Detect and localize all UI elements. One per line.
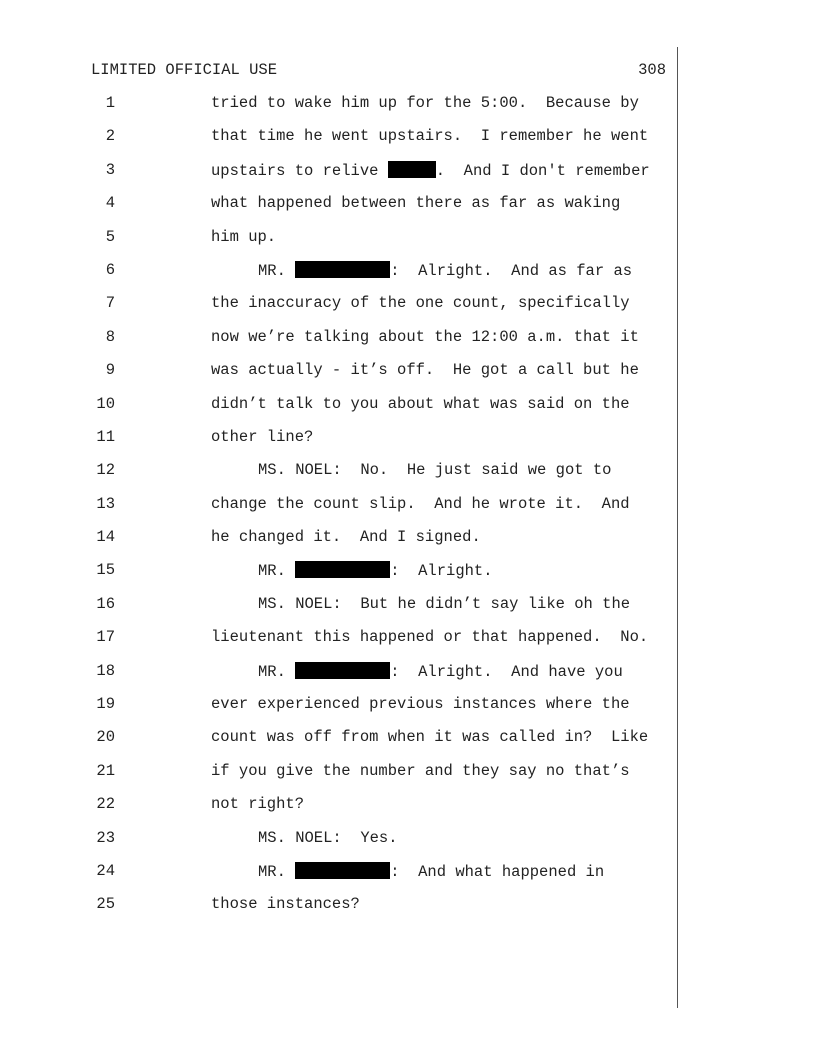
line-text: didn’t talk to you about what was said on the — [211, 394, 630, 413]
line-text-after-redaction: : Alright. And have you — [390, 662, 623, 681]
transcript-line — [0, 662, 816, 695]
line-text: ever experienced previous instances where the — [211, 695, 630, 714]
speaker-line: MS. NOEL: Yes. — [258, 828, 398, 847]
classification-header: LIMITED OFFICIAL USE — [91, 61, 278, 79]
transcript-line — [0, 94, 816, 127]
line-text-after-redaction: : And what happened in — [390, 862, 605, 881]
speaker-line: MS. NOEL: But he didn’t say like oh the — [258, 594, 631, 613]
line-text: lieutenant this happened or that happened. No. — [211, 628, 649, 647]
transcript-line — [0, 829, 816, 862]
transcript-line — [0, 127, 816, 160]
line-text: that time he went upstairs. I remember he went — [211, 127, 649, 146]
line-number: 20 — [96, 728, 115, 747]
redaction-block — [388, 161, 436, 178]
line-text: not right? — [211, 795, 305, 814]
line-number: 10 — [96, 394, 115, 413]
transcript-line — [0, 228, 816, 261]
line-text: was actually - it’s off. He got a call but he — [211, 361, 639, 380]
line-number: 1 — [105, 94, 115, 112]
transcript-line — [0, 495, 816, 528]
line-text: he changed it. And I signed. — [211, 528, 481, 547]
line-number: 8 — [105, 327, 115, 346]
line-number: 23 — [96, 828, 115, 847]
line-number: 16 — [96, 594, 115, 613]
transcript-line — [0, 161, 816, 194]
transcript-line — [0, 194, 816, 227]
line-number: 3 — [105, 160, 115, 179]
transcript-line — [0, 561, 816, 594]
line-number: 11 — [96, 427, 115, 446]
line-number: 25 — [96, 895, 115, 914]
line-number: 4 — [105, 194, 115, 213]
page-number: 308 — [638, 61, 666, 79]
line-number: 15 — [96, 561, 115, 580]
line-number: 13 — [96, 494, 115, 513]
speaker-title: MR. — [258, 562, 296, 581]
speaker-line: MS. NOEL: No. He just said we got to — [258, 461, 612, 480]
line-text — [211, 161, 650, 180]
line-text-before-redaction: upstairs to relive — [211, 161, 388, 180]
redaction-block — [295, 561, 390, 578]
line-text-after-redaction: . And I don't remember — [435, 161, 650, 180]
transcript-line — [0, 261, 816, 294]
line-text: tried to wake him up for the 5:00. Because by — [211, 94, 639, 112]
speaker-line — [258, 561, 493, 580]
transcript-line — [0, 795, 816, 828]
line-number: 24 — [96, 861, 115, 880]
transcript-line — [0, 361, 816, 394]
transcript-line — [0, 695, 816, 728]
line-number: 17 — [96, 628, 115, 647]
line-number: 12 — [96, 461, 115, 480]
line-text: him up. — [211, 227, 277, 246]
line-text: if you give the number and they say no that’s — [211, 761, 630, 780]
transcript-line — [0, 528, 816, 561]
speaker-title: MR. — [258, 862, 296, 881]
line-text: those instances? — [211, 895, 360, 914]
speaker-line — [258, 662, 623, 681]
redaction-block — [295, 662, 390, 679]
line-text-after-redaction: : Alright. And as far as — [390, 261, 633, 280]
redaction-block — [295, 862, 390, 879]
line-text: other line? — [211, 427, 314, 446]
line-number: 2 — [105, 127, 115, 146]
line-number: 21 — [96, 761, 115, 780]
transcript-line — [0, 294, 816, 327]
line-number: 5 — [105, 227, 115, 246]
line-number: 6 — [105, 260, 115, 279]
transcript-line — [0, 328, 816, 361]
line-number: 22 — [96, 795, 115, 814]
line-text: count was off from when it was called in? Like — [211, 728, 649, 747]
line-number: 19 — [96, 695, 115, 714]
transcript-line — [0, 395, 816, 428]
line-text: change the count slip. And he wrote it. And — [211, 494, 630, 513]
line-number: 14 — [96, 528, 115, 547]
speaker-line — [258, 261, 632, 280]
line-text: what happened between there as far as waking — [211, 194, 621, 213]
line-text: the inaccuracy of the one count, specifically — [211, 294, 630, 313]
line-text: now we’re talking about the 12:00 a.m. that it — [211, 327, 639, 346]
redaction-block — [295, 261, 390, 278]
speaker-title: MR. — [258, 261, 296, 280]
transcript-line — [0, 762, 816, 795]
transcript-line — [0, 461, 816, 494]
transcript-line — [0, 628, 816, 661]
speaker-title: MR. — [258, 662, 296, 681]
transcript-lines — [0, 94, 816, 929]
transcript-line — [0, 595, 816, 628]
transcript-line — [0, 428, 816, 461]
line-number: 9 — [105, 361, 115, 380]
line-number: 18 — [96, 661, 115, 680]
speaker-line — [258, 862, 604, 881]
transcript-line — [0, 895, 816, 928]
transcript-line — [0, 862, 816, 895]
transcript-line — [0, 728, 816, 761]
line-number: 7 — [105, 294, 115, 313]
line-text-after-redaction: : Alright. — [390, 562, 493, 581]
